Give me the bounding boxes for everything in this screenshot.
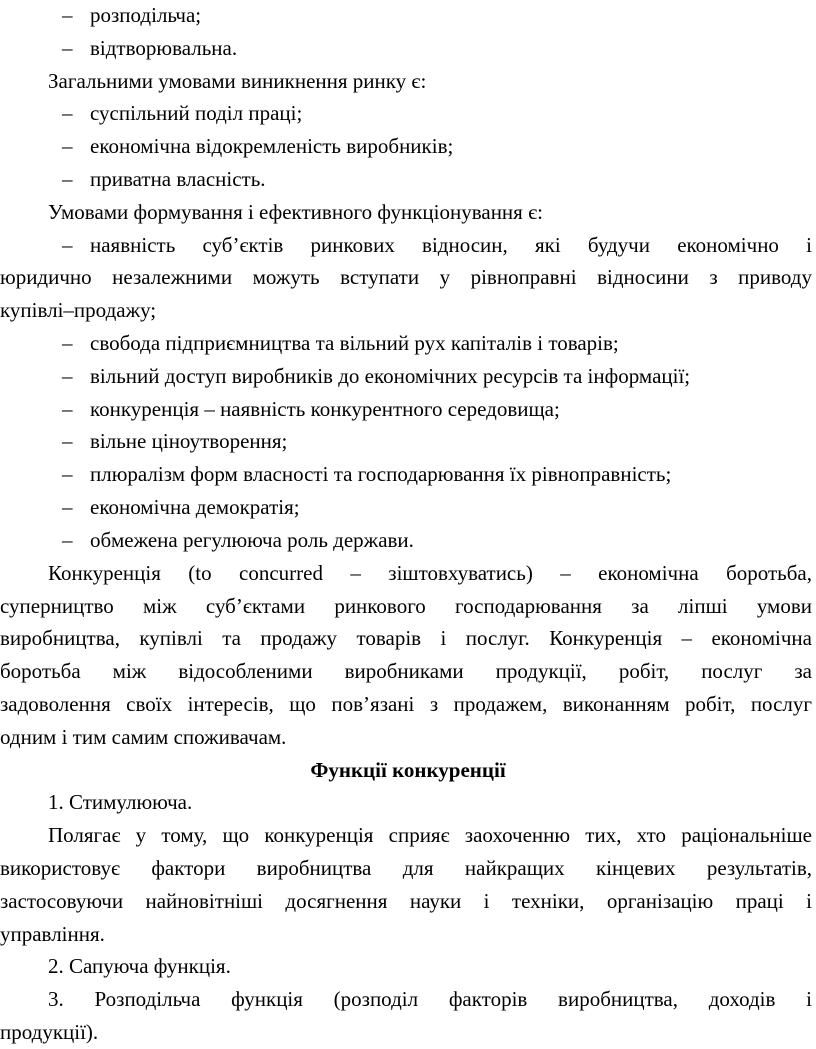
list-dash: –: [62, 167, 73, 191]
list-item: вільне ціноутворення;: [90, 429, 288, 453]
paragraph-line: Загальними умовами виникнення ринку є:: [48, 69, 427, 93]
list-item: економічна демократія;: [90, 495, 300, 519]
list-dash: –: [62, 364, 73, 388]
paragraph-line: задоволення своїх інтересів, що пов’язані з продажем, виконанням робіт, послуг: [0, 692, 812, 716]
paragraph-line: продукції).: [0, 1020, 99, 1044]
paragraph-line: Умовами формування і ефективного функціонування є:: [48, 200, 543, 224]
list-item-line: наявність суб’єктів ринкових відносин, які будучи економічно і: [90, 233, 812, 257]
paragraph-line: використовує фактори виробництва для найкращих кінцевих результатів,: [0, 856, 812, 880]
list-item: приватна власність.: [90, 167, 266, 191]
paragraph-line: Конкуренція (to concurred – зіштовхуватись) – економічна боротьба,: [48, 561, 812, 585]
list-dash: –: [62, 134, 73, 158]
list-item: економічна відокремленість виробників;: [90, 134, 454, 158]
paragraph-line: 3. Розподільча функція (розподіл факторів виробництва, доходів і: [48, 987, 812, 1011]
section-heading: Функції конкуренції: [310, 758, 506, 782]
list-dash: –: [62, 233, 73, 257]
list-dash: –: [62, 528, 73, 552]
list-item: відтворювальна.: [90, 36, 238, 60]
list-item: вільний доступ виробників до економічних ресурсів та інформації;: [90, 364, 691, 388]
list-item-line: купівлі–продажу;: [0, 298, 157, 322]
list-item: плюралізм форм власності та господарювання їх рівноправність;: [90, 462, 672, 486]
list-item-line: юридично незалежними можуть вступати у рівноправні відносини з приводу: [0, 265, 812, 289]
list-dash: –: [62, 397, 73, 421]
list-dash: –: [62, 36, 73, 60]
list-dash: –: [62, 495, 73, 519]
paragraph-line: одним і тим самим споживачам.: [0, 725, 287, 749]
list-item: суспільний поділ праці;: [90, 101, 303, 125]
list-dash: –: [62, 3, 73, 27]
paragraph-line: суперництво між суб’єктами ринкового господарювання за ліпші умови: [0, 594, 812, 618]
list-item: розподільча;: [90, 3, 202, 27]
paragraph-line: боротьба між відособленими виробниками продукції, робіт, послуг за: [0, 659, 812, 683]
list-dash: –: [62, 462, 73, 486]
paragraph-line: застосовуючи найновітніші досягнення науки і техніки, організацію праці і: [0, 889, 812, 913]
list-dash: –: [62, 429, 73, 453]
function-title: 1. Стимулююча.: [48, 790, 193, 814]
paragraph-line: виробництва, купівлі та продажу товарів і послуг. Конкуренція – економічна: [0, 626, 812, 650]
function-title: 2. Сапуюча функція.: [48, 954, 231, 978]
paragraph-line: управління.: [0, 922, 105, 946]
list-item: конкуренція – наявність конкурентного середовища;: [90, 397, 560, 421]
list-item: обмежена регулююча роль держави.: [90, 528, 414, 552]
list-dash: –: [62, 101, 73, 125]
list-item: свобода підприємництва та вільний рух капіталів і товарів;: [90, 331, 619, 355]
list-dash: –: [62, 331, 73, 355]
paragraph-line: Полягає у тому, що конкуренція сприяє заохоченню тих, хто раціональніше: [48, 823, 812, 847]
